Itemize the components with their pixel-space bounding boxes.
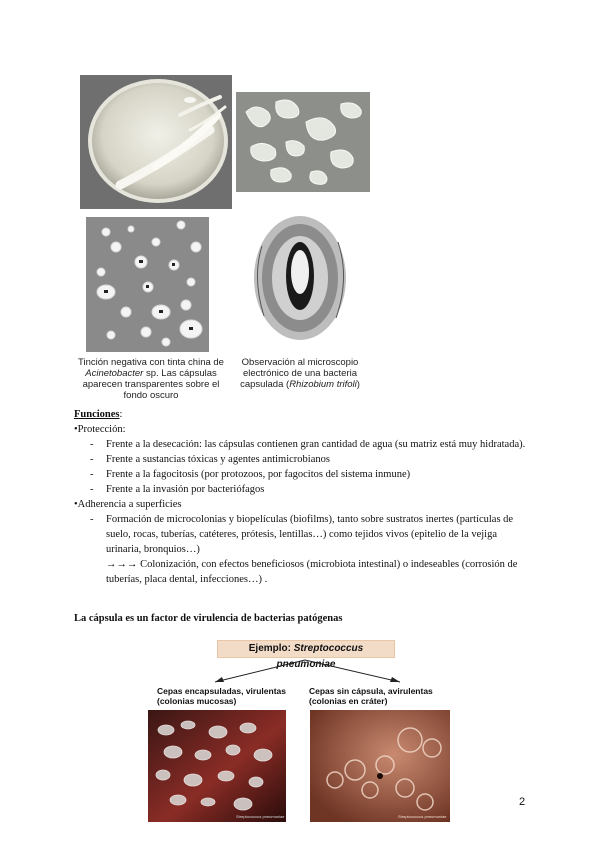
right-caption-text-1: Observación al microscopio electrónico de una bacteria capsulada ( <box>240 357 359 390</box>
non-capsulated-label-2: (colonias en cráter) <box>309 696 388 706</box>
adherencia-sub: →→→ Colonización, con efectos beneficiosos (microbiota intestinal) o indeseables (corrosión de tuberías, placa dental, infecciones…) . <box>106 559 518 585</box>
funciones-colon: : <box>119 409 123 420</box>
crater-colonies-photo <box>310 710 450 822</box>
left-caption-species: Acinetobacter <box>85 368 144 379</box>
example-prefix: Ejemplo: <box>248 643 294 654</box>
encapsulated-label-1: Cepas encapsuladas, virulentas <box>157 686 286 696</box>
right-photo-caption: Streptococcus pneumoniae <box>398 814 447 819</box>
electron-micrograph <box>242 206 356 356</box>
left-caption-text-2: sp. Las cápsulas aparecen transparentes sobre el fondo oscuro <box>82 368 220 401</box>
page-number: 2 <box>519 796 526 808</box>
negative-stain-micrograph <box>86 217 209 352</box>
list-item: - Frente a la fagocitosis (por protozoos, por fagocitos del sistema inmune) <box>90 467 534 482</box>
funciones-section <box>74 407 534 587</box>
proteccion-label: •Protección: <box>74 424 126 435</box>
right-figure-caption <box>236 357 364 390</box>
adherencia-item: Formación de microcolonias y biopelículas (biofilms), tanto sobre sustratos inertes (partículas de suelo, rocas, tuberías, catéteres, prótesis, lentillas…) como tejidos vivos (epitelio de la vejiga urinaria, bronquios…) <box>106 514 514 555</box>
proteccion-list <box>90 437 534 497</box>
left-photo-caption: Streptococcus pneumoniae <box>236 814 285 819</box>
list-item: - Frente a la invasión por bacteriófagos <box>90 482 534 497</box>
non-capsulated-label <box>309 686 459 706</box>
mucoid-colonies-photo-dark <box>148 710 286 822</box>
left-caption-text-1: Tinción negativa con tinta china de <box>78 357 224 368</box>
non-capsulated-label-1: Cepas sin cápsula, avirulentas <box>309 686 433 696</box>
adherencia-label: •Adherencia a superficies <box>74 499 182 510</box>
example-species: Streptococcus pneumoniae <box>276 643 364 670</box>
virulence-heading: La cápsula es un factor de virulencia de bacterias patógenas <box>74 613 343 624</box>
list-item: - Frente a la desecación: las cápsulas contienen gran cantidad de agua (su matriz está muy hidratada). <box>90 437 534 452</box>
list-item: - Frente a sustancias tóxicas y agentes antimicrobianos <box>90 452 534 467</box>
adherencia-list <box>90 512 534 587</box>
right-caption-species: Rhizobium trifoli <box>289 379 357 390</box>
left-figure-caption <box>76 357 226 401</box>
petri-dish-photo <box>80 75 232 209</box>
funciones-heading <box>74 407 534 422</box>
encapsulated-label <box>157 686 307 706</box>
right-caption-text-2: ) <box>356 379 360 390</box>
list-item <box>90 512 534 587</box>
diagram-arrows <box>200 656 420 686</box>
encapsulated-label-2: (colonias mucosas) <box>157 696 237 706</box>
mucoid-colonies-photo <box>236 92 370 192</box>
funciones-title: Funciones <box>74 409 120 420</box>
